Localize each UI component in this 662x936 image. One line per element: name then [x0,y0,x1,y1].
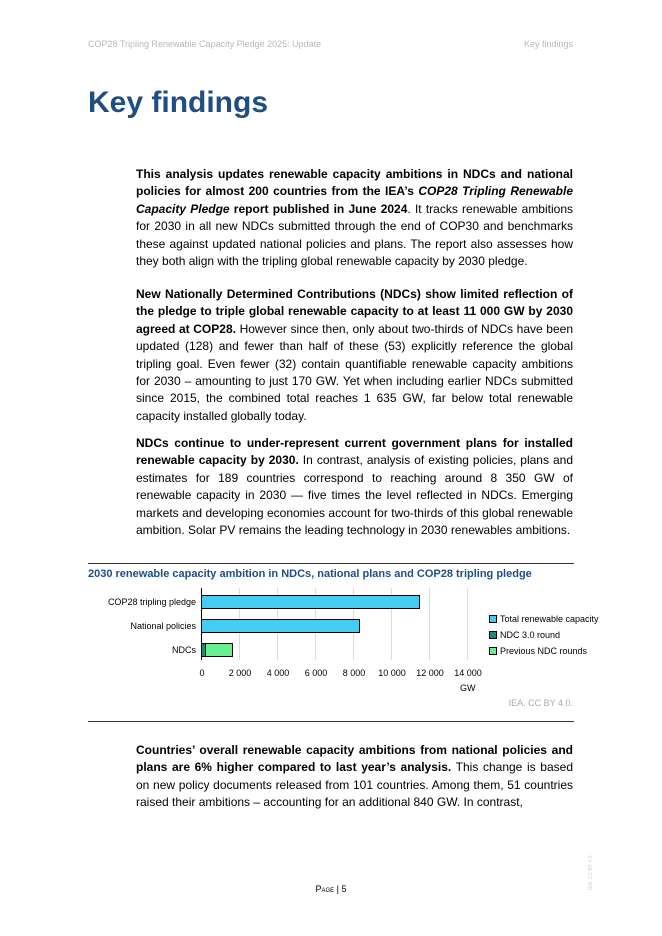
page-footer [0,884,662,894]
chart-top-rule [88,563,574,564]
bar-previous-ndc-rounds [205,643,233,657]
paragraph-3-lead: NDCs continue to under-represent current government plans for installed renewable capacity by 2030. [136,436,573,468]
report-title-reference: COP28 Tripling Renewable Capacity Pledge [136,184,574,216]
paragraph-2 [136,286,573,425]
chart-bottom-rule [88,721,574,722]
x-tick: 4 000 [266,668,290,678]
legend-label: NDC 3.0 round [500,630,561,640]
page-label: Page [315,884,335,894]
category-label: National policies [130,621,196,631]
chart-legend [489,611,599,659]
paragraph-4-body: This change is based on new policy documents released from 101 countries. Among them, 51 countries raised their ambitions – accounting for an additional 840 GW. In contrast, [136,760,573,810]
legend-item [489,611,599,627]
legend-item [489,643,599,659]
x-tick: 8 000 [342,668,366,678]
paragraph-2-body: However since then, only about two-thirds of NDCs have been updated (128) and fewer than half of these (53) explicitly reference the global tripling goal. Even fewer (32) contain quantifiable renewable capacity ambitions for 2030 – amounting to just 170 GW. Yet when including earlier NDCs submitted since 2015, the combined total reaches 1 635 GW, far below total renewable capacity installed globally today. [136,321,574,423]
chart-title: 2030 renewable capacity ambition in NDCs, national plans and COP28 tripling pledge [88,568,532,580]
paragraph-3 [136,435,573,539]
page-number: | 5 [336,884,347,894]
paragraph-3-body: In contrast, analysis of existing policies, plans and estimates for 189 countries correspond to reaching around 8 350 GW of renewable capacity in 2030 — five times the level reflected in NDCs. Emerging markets and developing economies account for two-thirds of this global renewable ambition. Solar PV remains the leading technology in 2030 renewables ambitions. [136,453,574,538]
license-watermark: IEA. CC BY 4.0. [588,854,594,890]
legend-swatch-icon [489,615,497,623]
paragraph-4 [136,742,573,812]
page-title: Key findings [88,86,269,119]
y-axis-line [201,588,202,660]
x-tick: 0 [199,668,205,678]
paragraph-1-lead: This analysis updates renewable capacity ambitions in NDCs and national policies for almost 200 countries from the IEA’s [136,167,573,199]
paragraph-4-lead: Countries’ overall renewable capacity ambitions from national policies and plans are 6% higher compared to last year’s analysis. [136,743,573,775]
x-tick: 10 000 [378,668,406,678]
paragraph-2-lead: New Nationally Determined Contributions (NDCs) show limited reflection of the pledge to triple global renewable capacity to at least 11 000 GW by 2030 agreed at COP28. [136,287,573,336]
category-label: NDCs [172,645,196,655]
running-header-title: COP28 Tripling Renewable Capacity Pledge 2025: Update [88,39,322,49]
chart-source: IEA. CC BY 4.0. [508,698,573,708]
paragraph-1 [136,166,573,270]
category-label: COP28 tripling pledge [107,597,196,607]
bar-cop28-pledge [201,595,420,609]
legend-item [489,627,599,643]
x-tick: 2 000 [228,668,252,678]
legend-label: Total renewable capacity [500,614,599,624]
legend-label: Previous NDC rounds [500,646,588,656]
paragraph-1-lead-end: report published in June 2024 [229,201,408,216]
legend-swatch-icon [489,647,497,655]
paragraph-1-body: . It tracks renewable ambitions for 2030 in all new NDCs submitted through the end of COP30 and benchmarks these against updated national policies and plans. The report also assesses how they both align with the tripling global renewable capacity by 2030 pledge. [136,201,573,269]
chart-plot-area [201,588,468,660]
gridline [429,588,430,660]
x-tick: 6 000 [304,668,328,678]
x-tick: 12 000 [416,668,444,678]
running-header-section: Key findings [523,39,573,49]
x-tick: 14 000 [454,668,482,678]
bar-national-policies [201,619,360,633]
legend-swatch-icon [489,631,497,639]
gridline [467,588,468,660]
x-axis-unit: GW [460,683,476,693]
